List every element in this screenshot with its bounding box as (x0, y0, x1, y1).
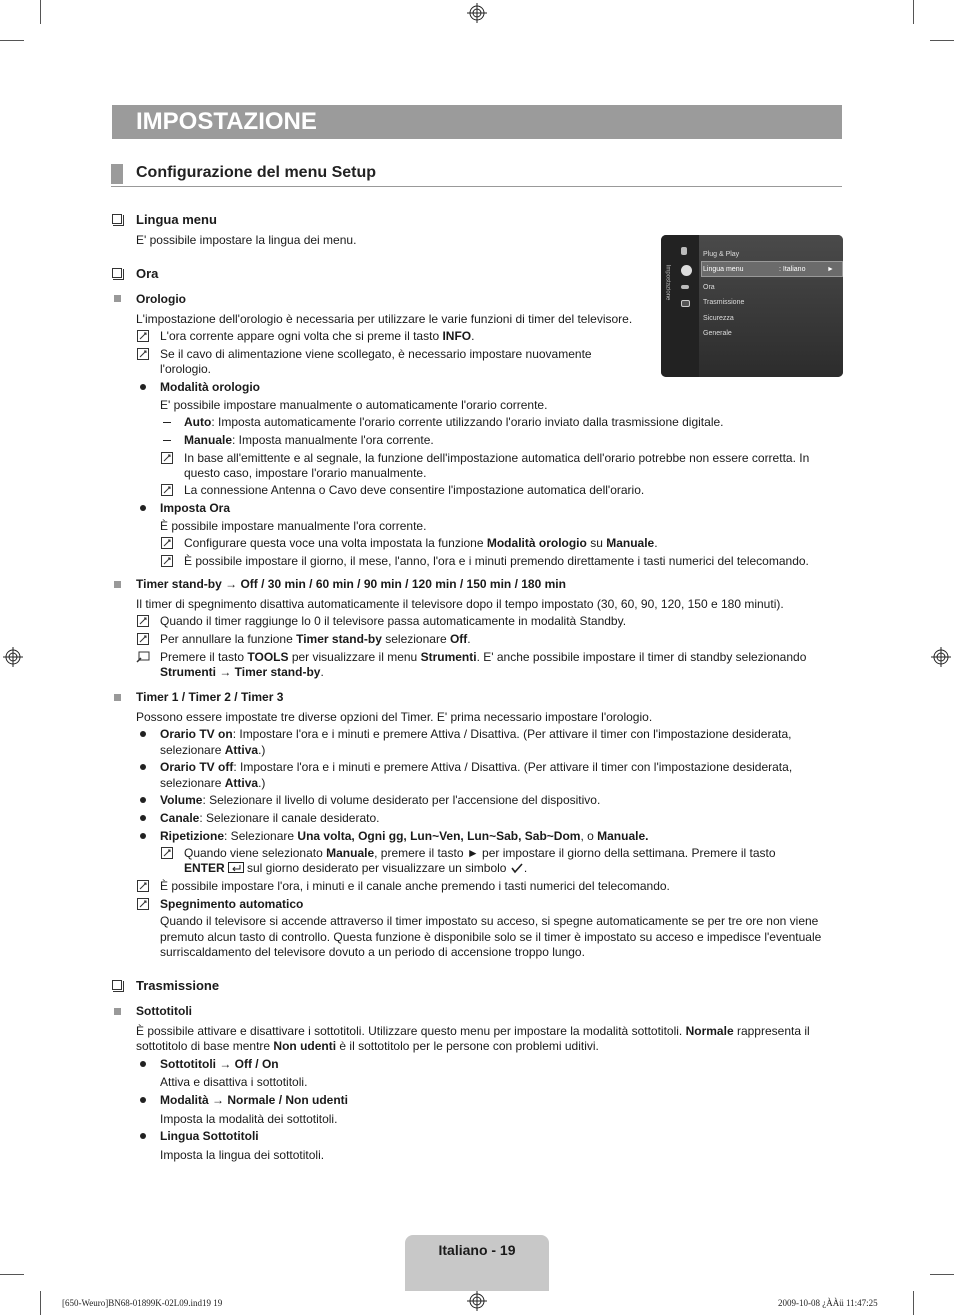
input-icon (681, 285, 689, 289)
auto-option: Auto: Imposta automaticamente l'orario corrente utilizzando l'orario inviato dalla trasmissione digitale. (184, 415, 724, 429)
registration-mark-icon (3, 647, 23, 667)
note-text: l'orologio. (160, 362, 211, 376)
trasmissione-heading: Trasmissione (136, 978, 220, 993)
note-text: È possibile impostare l'ora, i minuti e il canale anche premendo i tasti numerici del telecomando. (160, 879, 670, 893)
bullet-icon (140, 1133, 146, 1139)
tv-menu-item: Plug & Play (703, 251, 740, 258)
note-icon (161, 555, 173, 567)
timers-desc: Possono essere impostate tre diverse opzioni del Timer. E' prima necessario impostare l'orologio. (136, 710, 653, 724)
timers-heading: Timer 1 / Timer 2 / Timer 3 (136, 690, 284, 704)
spegnimento-text: Quando il televisore si accende attraverso il timer impostato su acceso, si spegne automaticamente se per tre ore non viene (160, 914, 819, 928)
square-bullet-icon (114, 694, 121, 701)
tv-menu-selected-value: : Italiano (779, 266, 806, 273)
tv-menu-main (699, 235, 843, 377)
lingua-sott-desc: Imposta la lingua dei sottotitoli. (160, 1148, 325, 1162)
lingua-desc: E' possibile impostare la lingua dei menu. (136, 233, 357, 247)
modalita-sott-desc: Imposta la modalità dei sottotitoli. (160, 1112, 338, 1126)
ora-heading: Ora (136, 266, 159, 281)
canale-text: Canale: Selezionare il canale desiderato. (160, 811, 380, 825)
note-text: L'ora corrente appare ogni volta che si preme il tasto INFO. (160, 329, 475, 343)
volume-text: Volume: Selezionare il livello di volume desiderato per l'accensione del dispositivo. (160, 793, 601, 807)
checkbox-bullet-icon (112, 268, 122, 278)
modalita-heading: Modalità orologio (160, 380, 260, 394)
tv-menu-item: Generale (703, 330, 732, 337)
tv-menu-item: Sicurezza (703, 315, 734, 322)
tv-menu-item: Ora (703, 284, 715, 291)
dash-bullet-icon (163, 440, 171, 441)
note-text: Quando viene selezionato Manuale, premere il tasto ► per impostare il giorno della settimana. Premere il tasto (184, 846, 776, 860)
note-text: In base all'emittente e al segnale, la funzione dell'impostazione automatica dell'orario potrebbe non essere corretta. In (184, 451, 810, 465)
page-title: IMPOSTAZIONE (136, 108, 317, 135)
tools-icon (136, 651, 150, 663)
sottotitoli-desc: È possibile attivare e disattivare i sottotitoli. Utilizzare questo menu per impostare la modalità sottotitoli. Normale rappresenta il (136, 1024, 810, 1038)
page-title-bar (112, 105, 842, 139)
spegnimento-text: premuto alcun tasto di controllo. Questa funzione è disponibile solo se il timer è impostato su acceso e impedisce l'eventuale (160, 930, 822, 944)
checkbox-bullet-icon (112, 980, 122, 990)
dash-bullet-icon (163, 422, 171, 423)
note-icon (161, 847, 173, 859)
note-icon (137, 348, 149, 360)
standby-heading: Timer stand-by → Off / 30 min / 60 min / 90 min / 120 min / 150 min / 180 min (136, 577, 566, 591)
page-number-tab (405, 1235, 549, 1291)
tools-text: Premere il tasto TOOLS per visualizzare il menu Strumenti. E' anche possibile impostare il timer di standby selezionando (160, 650, 807, 664)
crop-mark (930, 40, 954, 41)
square-bullet-icon (114, 1008, 121, 1015)
note-text: Quando il timer raggiunge lo 0 il televisore passa automaticamente in modalità Standby. (160, 614, 627, 628)
imposta-ora-heading: Imposta Ora (160, 501, 231, 515)
section-title: Configurazione del menu Setup (136, 164, 377, 181)
tv-menu-arrow-icon: ► (827, 266, 834, 273)
tv-menu-item-selected: Lingua menu (703, 266, 744, 273)
bullet-icon (140, 731, 146, 737)
note-text: È possibile impostare il giorno, il mese, l'anno, l'ora e i minuti premendo direttamente i tasti numerici del telecomando. (184, 554, 809, 568)
orologio-heading: Orologio (136, 292, 186, 306)
note-icon (161, 484, 173, 496)
timer-off-text: selezionare Attiva.) (160, 776, 266, 790)
spegnimento-heading: Spegnimento automatico (160, 897, 304, 911)
setup-gear-icon (681, 265, 692, 276)
modalita-desc: E' possibile impostare manualmente o automaticamente l'orario corrente. (160, 398, 548, 412)
tv-menu-item: Trasmissione (703, 299, 745, 306)
tv-menu-screenshot (661, 235, 843, 377)
note-icon (137, 898, 149, 910)
note-text: Per annullare la funzione Timer stand-by selezionare Off. (160, 632, 471, 646)
note-icon (161, 537, 173, 549)
note-text: ENTER sul giorno desiderato per visualizzare un simbolo . (184, 861, 528, 875)
section-divider (111, 186, 842, 187)
crop-mark (913, 1291, 914, 1315)
page-number: Italiano - 19 (438, 1242, 516, 1258)
timer-on-text: selezionare Attiva.) (160, 743, 266, 757)
note-icon (137, 880, 149, 892)
manuale-option: Manuale: Imposta manualmente l'ora corrente. (184, 433, 434, 447)
bullet-icon (140, 505, 146, 511)
sottotitoli-desc: sottotitolo di base mentre Non udenti è il sottotitolo per le persone con problemi uditivi. (136, 1039, 599, 1053)
lingua-heading: Lingua menu (136, 212, 217, 227)
imposta-ora-desc: È possibile impostare manualmente l'ora corrente. (160, 519, 427, 533)
note-icon (137, 633, 149, 645)
tv-menu-vertical-label: Impostazione (664, 264, 671, 301)
crop-mark (913, 0, 914, 24)
note-icon (161, 452, 173, 464)
bullet-icon (140, 1061, 146, 1067)
sottotitoli-onoff-desc: Attiva e disattiva i sottotitoli. (160, 1075, 308, 1089)
crop-mark (0, 40, 24, 41)
registration-mark-icon (467, 1291, 487, 1311)
modalita-sott-heading: Modalità → Normale / Non udenti (160, 1093, 349, 1107)
tools-text: Strumenti → Timer stand-by. (160, 665, 324, 679)
checkmark-icon (510, 862, 524, 874)
standby-desc: Il timer di spegnimento disattiva automaticamente il televisore dopo il tempo impostato (30, 60, 90, 120, 150 e 180 minuti). (136, 597, 784, 611)
sottotitoli-heading: Sottotitoli (136, 1004, 192, 1018)
bullet-icon (140, 764, 146, 770)
crop-mark (40, 0, 41, 24)
timer-off-text: Orario TV off: Impostare l'ora e i minuti e premere Attiva / Disattiva. (Per attivare il timer con l'impostazione desiderata, (160, 760, 793, 774)
note-text: La connessione Antenna o Cavo deve consentire l'impostazione automatica dell'orario. (184, 483, 645, 497)
print-slug-right: 2009-10-08 ¿ÀÀü 11:47:25 (778, 1298, 878, 1308)
crop-mark (40, 1291, 41, 1315)
note-icon (137, 330, 149, 342)
registration-mark-icon (931, 647, 951, 667)
support-icon (681, 300, 690, 307)
note-icon (137, 615, 149, 627)
registration-mark-icon (467, 3, 487, 23)
enter-icon (228, 862, 244, 873)
bullet-icon (140, 833, 146, 839)
sottotitoli-onoff-heading: Sottotitoli → Off / On (160, 1057, 279, 1071)
tv-menu-sidebar (661, 235, 699, 377)
timer-on-text: Orario TV on: Impostare l'ora e i minuti e premere Attiva / Disattiva. (Per attivare il timer con l'impostazione desiderata, (160, 727, 792, 741)
print-slug-left: [650-Weuro]BN68-01899K-02L09.ind19 19 (62, 1298, 223, 1308)
bullet-icon (140, 1097, 146, 1103)
ripetizione-text: Ripetizione: Selezionare Una volta, Ogni gg, Lun~Ven, Lun~Sab, Sab~Dom, o Manuale. (160, 829, 649, 843)
note-text: Se il cavo di alimentazione viene scollegato, è necessario impostare nuovamente (160, 347, 592, 361)
note-text: Configurare questa voce una volta impostata la funzione Modalità orologio su Manuale. (184, 536, 658, 550)
crop-mark (0, 1274, 24, 1275)
section-marker (111, 164, 123, 184)
bullet-icon (140, 815, 146, 821)
checkbox-bullet-icon (112, 214, 122, 224)
picture-icon (681, 247, 687, 255)
bullet-icon (140, 797, 146, 803)
square-bullet-icon (114, 581, 121, 588)
bullet-icon (140, 384, 146, 390)
square-bullet-icon (114, 295, 121, 302)
orologio-desc: L'impostazione dell'orologio è necessaria per utilizzare le varie funzioni di timer del televisore. (136, 312, 633, 326)
lingua-sott-heading: Lingua Sottotitoli (160, 1129, 259, 1143)
note-text: questo caso, impostare l'orario manualmente. (184, 466, 427, 480)
crop-mark (930, 1274, 954, 1275)
spegnimento-text: surriscaldamento del televisore dovuto a un periodo di accensione troppo lungo. (160, 945, 585, 959)
